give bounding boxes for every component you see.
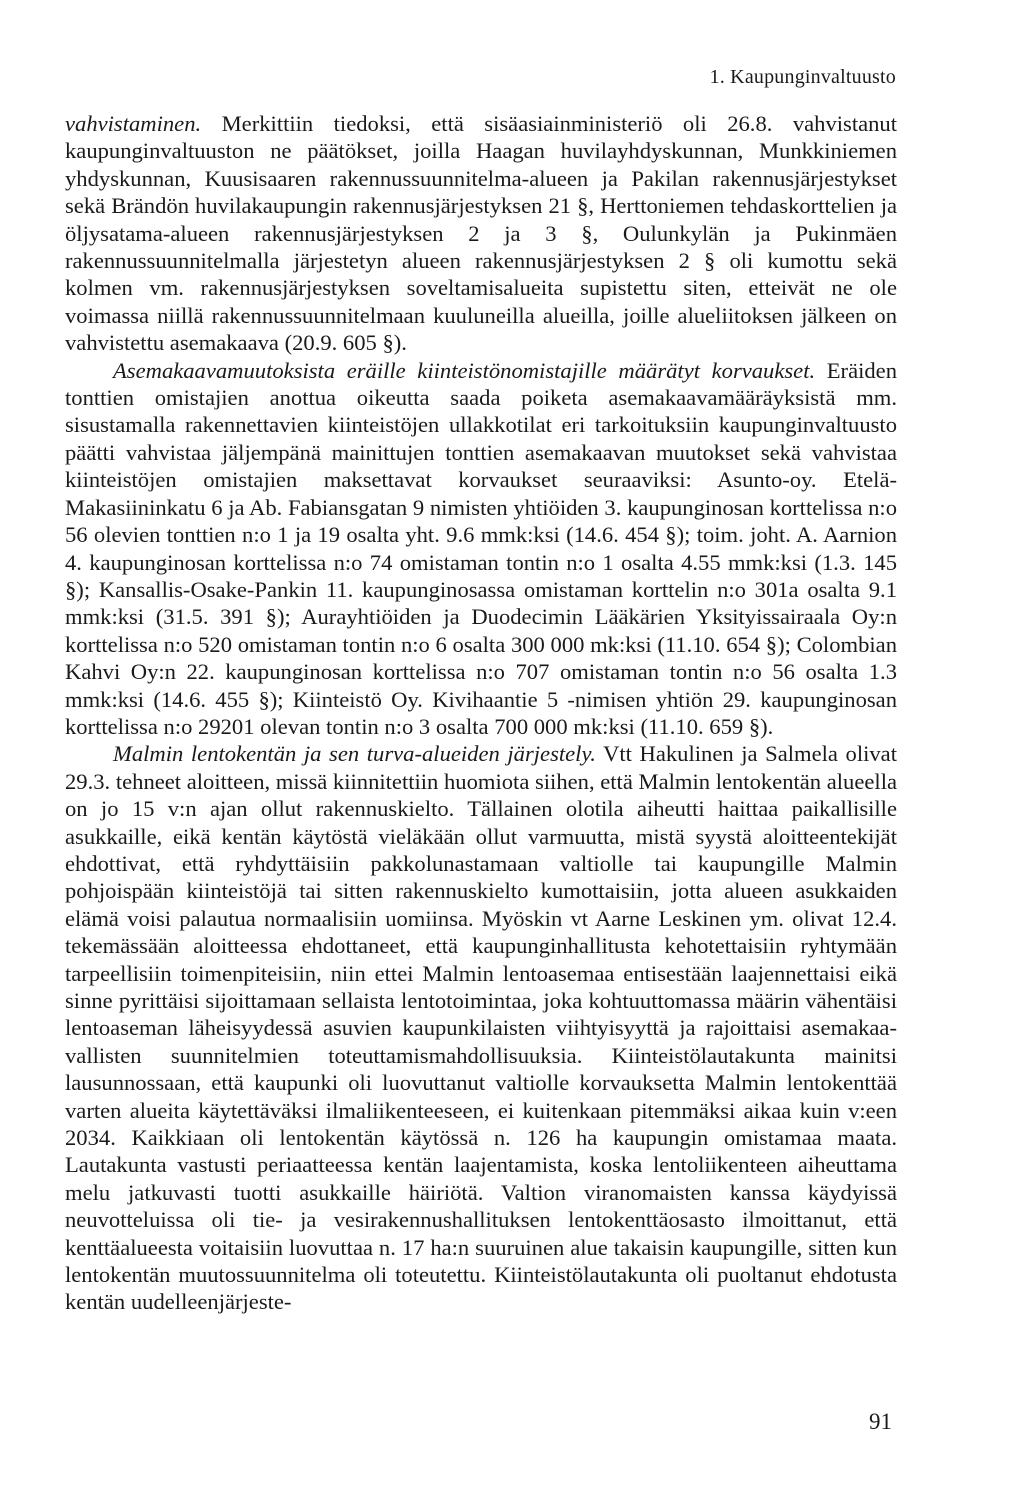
paragraph-3-heading: Malmin lentokentän ja sen turva-alueiden järjestely. [113,741,596,767]
page-number: 91 [869,1409,892,1434]
paragraph-1-lead: vahvistaminen. [65,111,202,136]
paragraph-1 [65,110,897,357]
paragraph-1-body: Merkittiin tiedoksi, että sisäasiainministeriö oli 26.8. vahvistanut kaupunginvaltuuston ne päätökset, joilla Haagan huvilayhdyskunnan, Munkkiniemen yhdyskunnan, Kuusisaaren rakennussuunnitelma-alueen ja Pakilan rakennusjärjestykset sekä Brändön huvilakaupungin rakennusjärjestyksen 21 §, Herttoniemen tehdaskorttelien ja öljysatama-alueen rakennusjärjestyksen 2 ja 3 §, Oulunkylän ja Pukinmäen rakennussuunnitelmalla järjestetyn alueen rakennusjärjestyksen 2 § oli kumottu sekä kolmen vm. rakennusjärjestyksen soveltamisalueita supistettu siten, etteivät ne ole voimassa niillä rakennussuunnitelmaan kuuluneilla alueilla, joille alueliitoksen jälkeen on vahvistettu asemakaava (20.9. 605 §). [65,111,897,356]
paragraph-2-body: Eräiden tonttien omistajien anottua oikeutta saada poiketa asemakaavamääräyksistä mm. sisustamalla rakennettavien kiinteistöjen ullakkotilat eri tarkoituksiin kaupunginvaltuusto päätti vahvistaa jäljempänä mainittujen tonttien asemakaavan muutokset sekä vahvistaa kiinteistöjen omistajien maksettavat korvaukset seuraaviksi: Asunto-oy. Etelä-Makasiininkatu 6 ja Ab. Fabiansgatan 9 nimisten yhtiöiden 3. kaupunginosan korttelissa n:o 56 olevien tonttien n:o 1 ja 19 osalta yht. 9.6 mmk:ksi (14.6. 454 §); toim. joht. A. Aarnion 4. kaupunginosan korttelissa n:o 74 omistaman tontin n:o 1 osalta 4.55 mmk:ksi (1.3. 145 §); Kansallis-Osake-Pankin 11. kaupunginosassa omistaman korttelin n:o 301a osalta 9.1 mmk:ksi (31.5. 391 §); Aurayhtiöiden ja Duodecimin Lääkärien Yksityissairaala Oy:n korttelissa n:o 520 omistaman tontin n:o 6 osalta 300 000 mk:ksi (11.10. 654 §); Colombian Kahvi Oy:n 22. kaupunginosan korttelissa n:o 707 omistaman tontin n:o 56 osalta 1.3 mmk:ksi (14.6. 455 §); Kiinteistö Oy. Kivihaantie 5 -nimisen yhtiön 29. kaupunginosan korttelissa n:o 29201 olevan tontin n:o 3 osalta 700 000 mk:ksi (11.10. 659 §). [65,357,897,739]
paragraph-3-body: Vtt Hakulinen ja Salmela olivat 29.3. tehneet aloitteen, missä kiinnitettiin huomiota siihen, että Malmin lentokentän alueella on jo 15 v:n ajan ollut rakennuskielto. Tällainen olotila aiheutti haittaa paikallisille asukkaille, eikä kentän käytöstä vieläkään ollut varmuutta, mistä syystä aloitteentekijät ehdottivat, että ryhdyttäisiin pakkolunastamaan valtiolle tai kaupungille Malmin pohjoispään kiinteistöjä tai sitten rakennuskielto kumottaisiin, jotta alueen asukkaiden elämä voisi palautua normaalisiin uomiinsa. Myöskin vt Aarne Leskinen ym. olivat 12.4. tekemässään aloitteessa ehdottaneet, että kaupunginhallitusta kehotettaisiin ryhtymään tarpeellisiin toimenpiteisiin, niin ettei Malmin lentoasemaa entisestään laajennettaisi eikä sinne pyrittäisi sijoittamaan sellaista lentotoimintaa, joka kohtuuttomassa määrin vähentäisi lentoaseman läheisyydessä asuvien kaupunkilaisten viihtyisyyttä ja rajoittaisi asemakaavallisten suunnitelmien toteuttamismahdollisuuksia. Kiinteistölautakunta mainitsi lausunnossaan, että kaupunki oli luovuttanut valtiolle korvauksetta Malmin lentokenttää varten alueita käytettäväksi ilmaliikenteeseen, ei kuitenkaan pitemmäksi aikaa kuin v:een 2034. Kaikkiaan oli lentokentän käytössä n. 126 ha kaupungin omistamaa maata. Lautakunta vastusti periaatteessa kentän laajentamista, koska lentoliikenteen aiheuttama melu jatkuvasti tuotti asukkaille häiriötä. Valtion viranomaisten kanssa käydyissä neuvotteluissa oli tie- ja vesirakennushallituksen lentokenttäosasto ilmoittanut, että kenttäalueesta voitaisiin luovuttaa n. 17 ha:n suuruinen alue takaisin kaupungille, sitten kun lentokentän muutossuunnitelma oli toteutettu. Kiinteistölautakunta oli puoltanut ehdotusta kentän uudelleenjärjeste- [65,741,897,1315]
paragraph-2 [65,357,897,741]
body-text [65,110,897,1316]
running-head: 1. Kaupunginvaltuusto [709,66,896,88]
paragraph-3 [65,740,897,1316]
paragraph-2-heading: Asemakaavamuutoksista eräille kiinteistönomistajille määrätyt korvaukset. [113,357,816,383]
